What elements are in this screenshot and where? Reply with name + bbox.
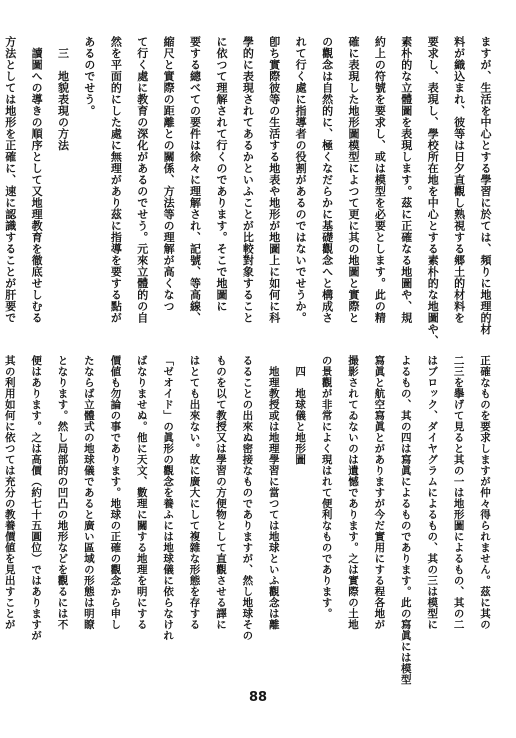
text-line: 要する總べての要件は徐々に理解され、記號、等高線、 [188,36,202,324]
text-line: 確に表現した地形圖模型によつて更に其の地圖と實際と [346,36,360,324]
text-line: 地理教授或は地理學習に當つては地球といふ觀念は離 [267,355,280,630]
text-line: 寫眞と航空寫眞とがありますが今だ實用にする程各地が [373,355,386,630]
text-line: れて行く處に指導者の役割があるのではないでせうか。 [294,36,308,324]
text-line: 縮尺と實際の距離との關係、方法等の理解が高くなつ [162,36,176,312]
text-block-upper [3,36,498,348]
text-line: 二三を擧げて見ると其の一は地形圖によるもの、其の二 [452,355,465,630]
text-line: の景觀が非常によく現はれて便利なものであります。 [320,355,333,619]
text-line: よるもの、其の四は寫眞によるものであります。此の寫眞には模型 [399,355,412,685]
text-line: 卽ち實際彼等の生活する地表や地形が地圖上に如何に科 [267,36,281,324]
text-line: となります。然し局部的の凹凸の地形などを觀るには不 [56,355,69,630]
text-line: たならば立體式の地球儀であると廣い區域の形態は明瞭 [82,355,95,630]
text-line: 價値も勿論の事であります。地球の正確の觀念から申し [109,355,122,630]
text-line: 撮影されてゐないのは遺憾であります。之は實際の土地 [346,355,359,630]
text-block-lower [3,355,498,685]
text-line: 便はあります。之は高價（約七十五圓位）ではありますが [30,355,43,641]
text-line: ばなりませぬ。他に天文、數理に關する地理を明にする [135,355,148,630]
text-line: 「ゼオイド」の眞形の觀念を養ふには地球儀に依らなけれ [162,355,175,641]
text-line: 其の利用如何に依つては充分の教養價値を見出すことが [3,355,16,630]
section-heading: 四 地球儀と地形圖 [294,355,307,465]
section-heading: 三 地貌表現の方法 [56,36,70,151]
text-line: 讀圖への導きの順序として又地理教育を徹底せしむる [30,36,44,324]
text-line: ますが、生活を中心とする學習に於ては、頻りに地理的材 [479,36,492,335]
text-line: ものを以て教授又は學習の方便物として直觀させる譯に [214,355,227,630]
page-number: 88 [248,690,268,705]
text-line: 料が織込まれ、彼等は日夕直觀し熟視する郷土的材料を [452,36,466,324]
text-line: 學的に表現されてあるかといふことが比較對象すること [241,36,255,324]
text-line: の觀念は自然的に、極くなだらかに基礎觀念へと構成さ [320,36,334,324]
text-line: 約上の符號を要求し、或は模型を必要とします。此の精 [373,36,387,324]
text-line: あるのでせう。 [82,36,96,117]
text-line: 要求し、表現し、學校所在地を中心とする素朴的な地圖や、 [426,36,440,347]
text-line: に依つて理解されて行くのであります。そこで地圖に [214,36,228,312]
text-line: 方法としては地形を正確に、速に認識することが肝要で [3,36,17,324]
text-line: て行く處に教育の深化があるのでせう。元來立體的の自 [135,36,149,324]
text-line: るることの出來ぬ密接なものでありますが、然し地球その [241,355,254,641]
text-line: 正確なものを要求しますが仲々得られません。茲に其の [479,355,491,630]
text-line: 素朴的な立體圖を表現します。茲に正確なる地圖や、規 [399,36,413,324]
text-line: はとても出來ない。故に廣大にして複雜な形態を存する [188,355,201,630]
text-line: はブロック、ダイヤグラムによるもの、其の三は模型に [426,355,439,630]
text-line: 然を平面的にした處に無理があり茲に指導を要する點が [109,36,123,324]
